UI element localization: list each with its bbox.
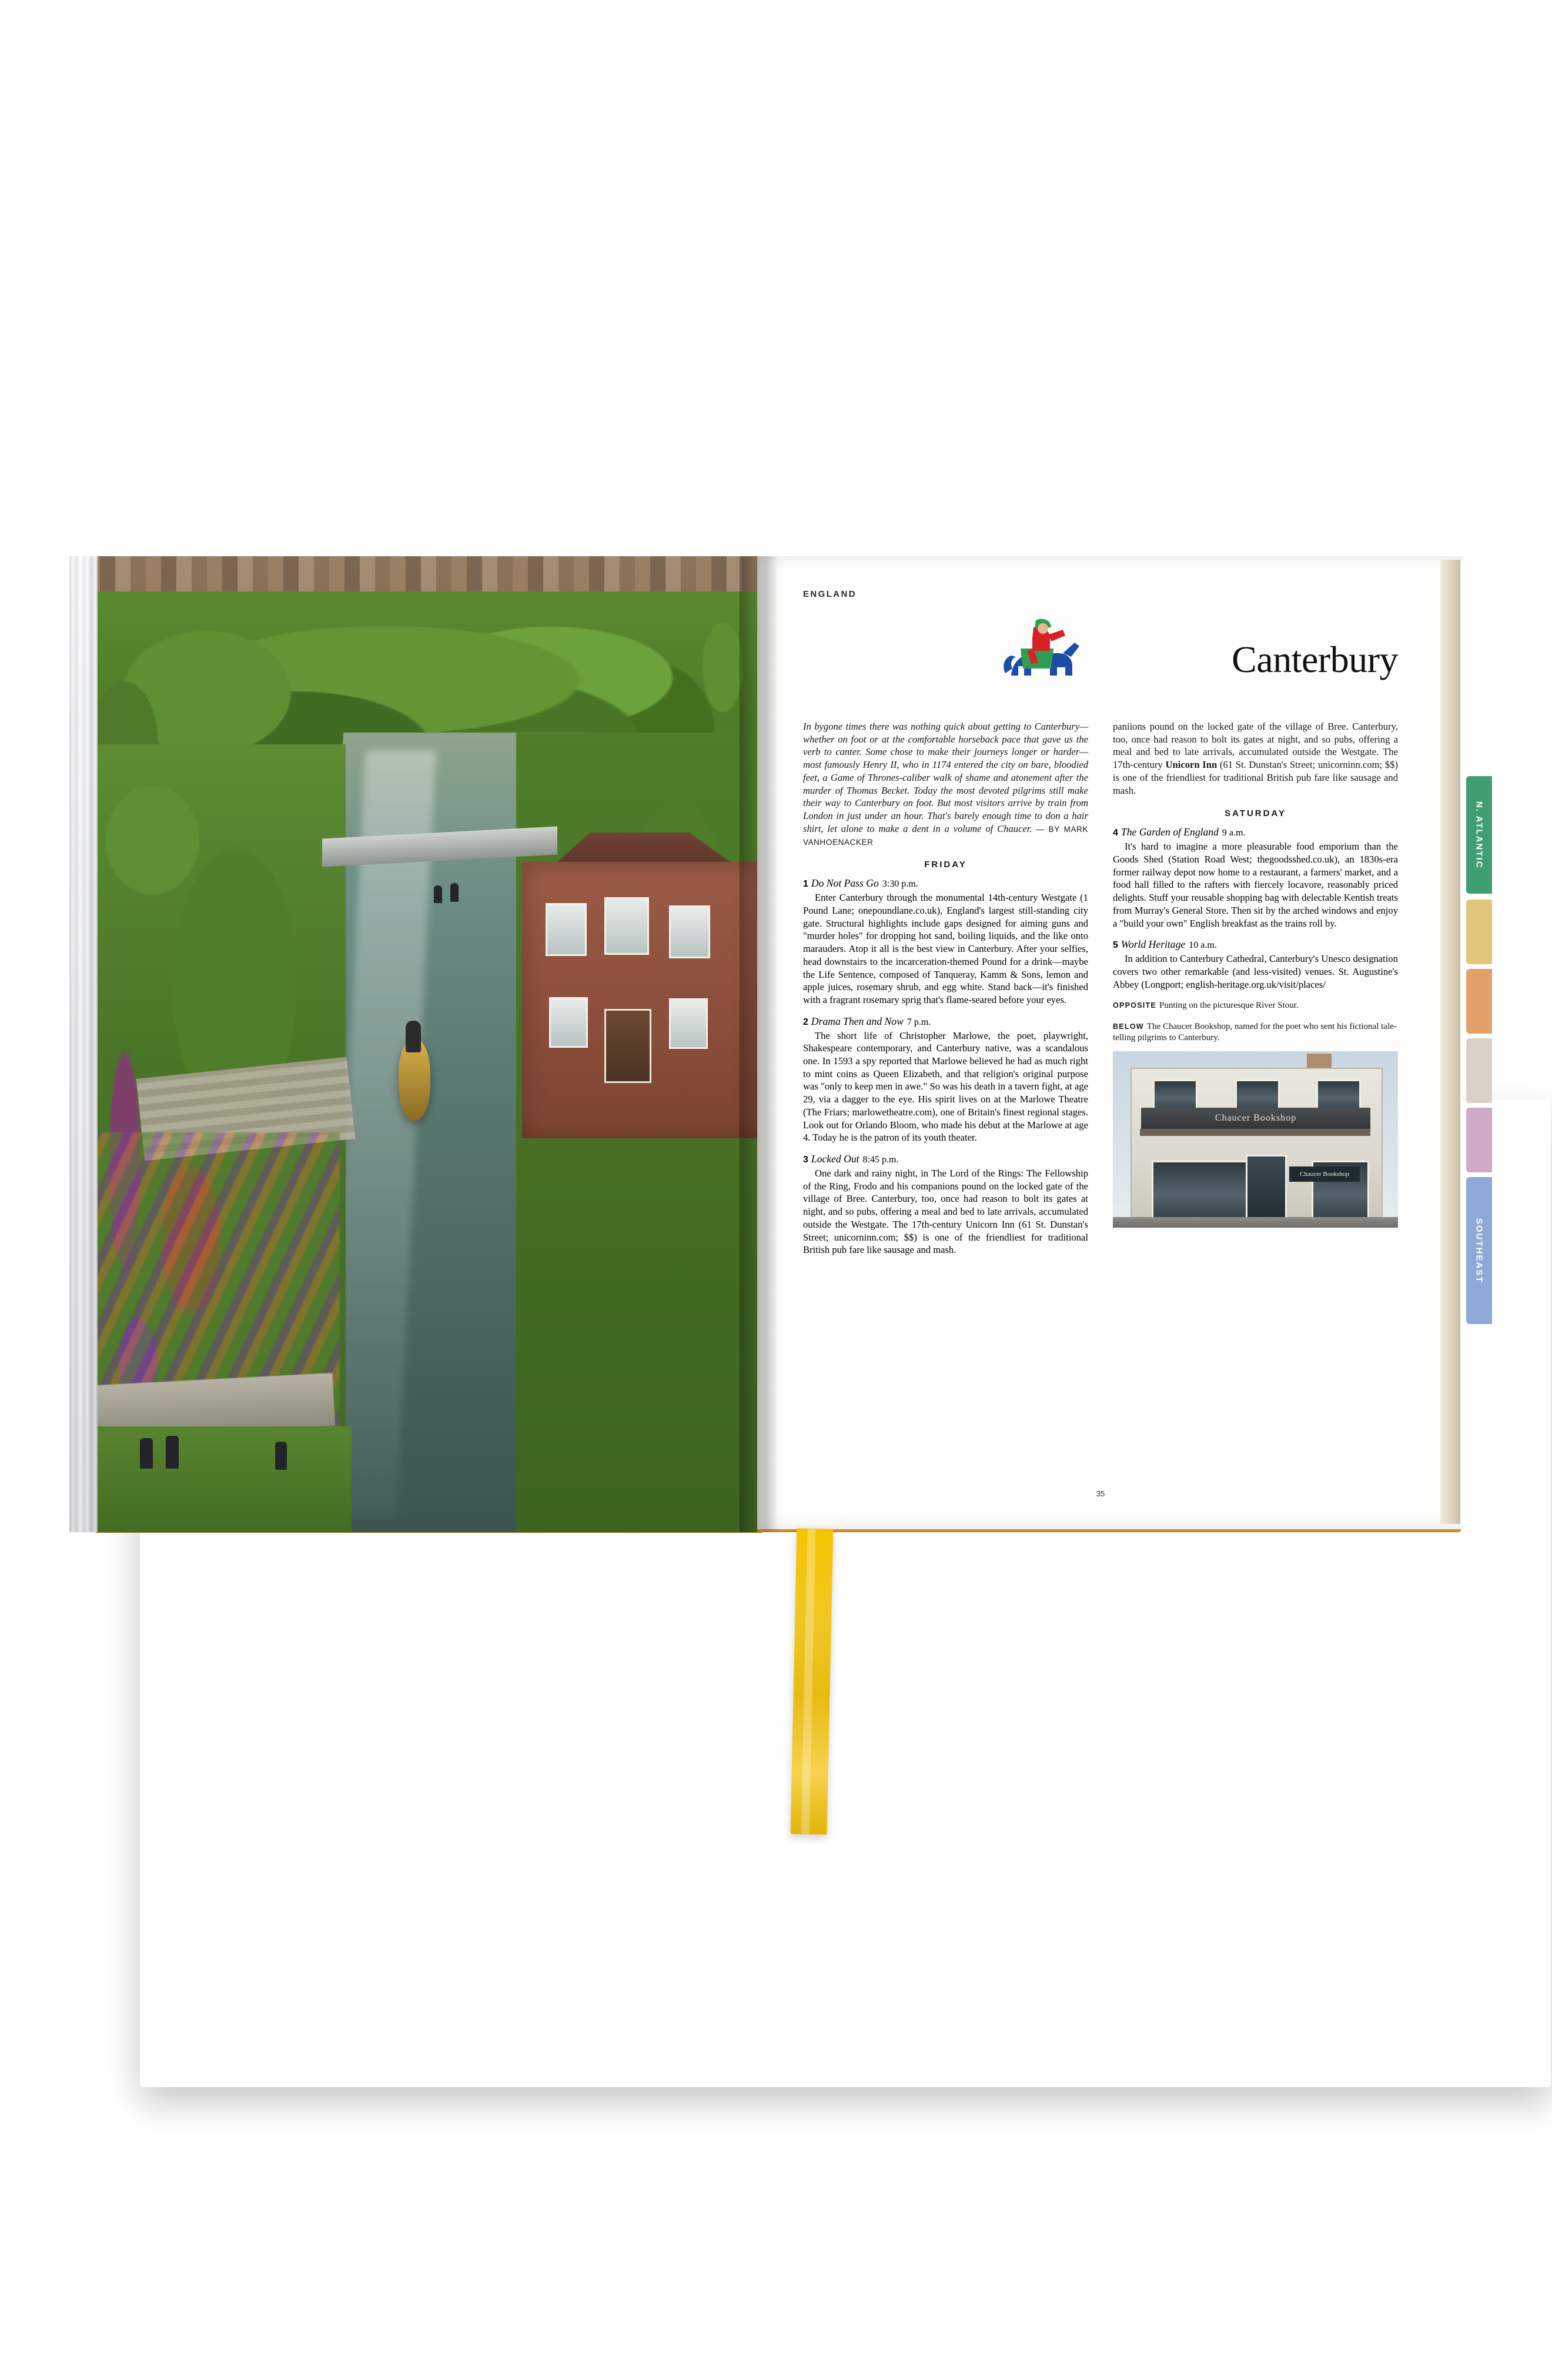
article-title-row [803,612,1398,700]
photo-house-window [604,897,649,955]
article-byline: — BY MARK VANHOENACKER [803,824,1088,847]
caption-text: Punting on the picturesque River Stour. [1159,1001,1299,1011]
entry-time: 9 a.m. [1222,828,1246,838]
entry-head [1113,938,1398,952]
entry-head [803,1015,1088,1029]
entry-time: 10 a.m. [1189,940,1217,951]
article-dek-text: In bygone times there was nothing quick about getting to Canterbury—whether on foot or at the comfortable horseback pace that gave us the verb to canter. Some chose to make their journeys longer or harder—most famously Henry II, who in 1174 entered the city on bare, bloodied feet, a Game of Thrones-caliber walk of shame and atonement after the murder of Thomas Becket. Today the most devoted pilgrims still make their way to Canterbury on foot. But most visitors arrive by train from London in just under an hour. That's barely enough time to don a hair shirt, let alone to make a dent in a volume of Chaucer. [803,721,1088,834]
page-number: 35 [1096,1489,1105,1498]
open-book [69,547,1492,1546]
entry-title: Do Not Pass Go [811,877,879,890]
itinerary-entry-5 [1113,938,1398,991]
shop-door [1246,1155,1287,1224]
left-page-photo [69,556,757,1532]
photo-house-window [549,997,588,1048]
photo-house-window [669,998,708,1049]
caption-label: BELOW [1113,1022,1144,1031]
caption-opposite [1113,1000,1398,1012]
photo-person [434,885,442,903]
photo-punter [406,1021,421,1052]
thumb-tab-5[interactable] [1466,1108,1492,1172]
article-columns [803,720,1398,1265]
chaucer-bookshop-photo [1113,1051,1398,1228]
entry-body: One dark and rainy night, in The Lord of the Rings: The Fellowship of the Ring, Frodo and his companions pound on the locked gate of the village of Bree. Canterbury, too, once had reason to bolt its gates at night, and so pubs, offering a meal and bed to late arrivals, accumulated outside the Westgate. The 17th-century Unicorn Inn (61 St. Dunstan's Street; unicorninn.com; $$) is one of the friendliest for traditional British pub fare like sausage and mash. [803,1167,1088,1256]
photo-person [275,1442,287,1470]
section-kicker: ENGLAND [803,589,857,599]
photo-person [140,1438,153,1469]
entry-title: Locked Out [811,1153,859,1165]
photo-house-door [604,1009,651,1083]
thumb-tab-4[interactable] [1466,1038,1492,1103]
shop-hanging-sign: Chaucer Bookshop [1289,1166,1360,1182]
thumb-tab-label: N. ATLANTIC [1474,801,1484,869]
shop-awning [1140,1129,1370,1136]
itinerary-entry-2 [803,1015,1088,1144]
itinerary-entry-4 [1113,825,1398,930]
caption-label: OPPOSITE [1113,1001,1156,1010]
entry-body: In addition to Canterbury Cathedral, Canterbury's Unesco designation covers two other remarkable (and less-visited) venues. St. Augustine's Abbey (Longport; english-heritage.org.uk/visit/places/ [1113,953,1398,990]
entry-head [1113,825,1398,840]
itinerary-entry-1 [803,877,1088,1006]
entry-time: 3:30 p.m. [882,879,918,890]
entry-number: 4 [1113,828,1118,838]
entry-number: 5 [1113,940,1118,951]
page-title: Canterbury [1232,639,1398,680]
shop-pavement [1113,1217,1398,1228]
entry-3-continued-text: paniions pound on the locked gate of the village of Bree. Canterbury, too, once had reason to bolt its gates at night, and so pubs, offering a meal and bed to late arrivals, accumulated outside the Westgate. The 17th-century Unicorn Inn (61 St. Dunstan's Street; unicorninn.com; $$) is one of the friendliest for traditional British pub fare like sausage and mash. [1113,721,1398,796]
right-page-edge-stack [1440,560,1460,1524]
entry-title: Drama Then and Now [811,1015,904,1027]
thumb-tab-3[interactable] [1466,969,1492,1034]
entry-title: The Garden of England [1120,826,1219,838]
thumb-tab-southeast[interactable] [1466,1177,1492,1324]
article-dek [803,720,1088,848]
article-column-left [803,720,1088,1265]
photo-lawn [69,1426,352,1532]
river-stour-photo [69,556,757,1532]
entry-head [803,877,1088,891]
entry-time: 7 p.m. [907,1017,931,1027]
thumb-tab-2[interactable] [1466,900,1492,964]
entry-body: It's hard to imagine a more pleasurable food emporium than the Goods Shed (Station Road West; thegoodsshed.co.uk), an 1830s-era former railway depot now home to a restaurant, a farmers' market, and a food hall filled to the rafters with fiercely locavore, reasonably priced delights. Stuff your reusable shopping bag with delectable Kentish treats from Murray's General Store. Then sit by the arched windows and enjoy a "build your own" English breakfast as the trains roll by. [1113,841,1398,929]
entry-number: 3 [803,1155,808,1165]
entry-body: Enter Canterbury through the monumental 14th-century Westgate (1 Pound Lane; onepoundlane.co.uk), England's largest still-standing city gate. Structural highlights include gaps designed for aiming guns and "murder holes" for dropping hot sand, boiling liquids, and the like onto marauders. Atop it all is the best view in Canterbury. After your selfies, head downstairs to the incarceration-themed Pound for a drink—maybe the Life Sentence, composed of Tanqueray, Kamm & Sons, lemon and apple juices, rosemary shrub, and egg white. Stand back—it's finished with a fragrant rosemary sprig that's flame-seared before your eyes. [803,892,1088,1006]
day-heading-saturday: SATURDAY [1225,808,1286,819]
thumb-tab-label: SOUTHEAST [1474,1218,1484,1283]
entry-3-continuation [1113,720,1398,797]
entry-title: World Heritage [1120,938,1186,951]
photo-house-window [669,905,710,958]
entry-number: 2 [803,1017,808,1027]
photo-brick-house [522,862,757,1138]
caption-text: The Chaucer Bookshop, named for the poet who sent his fictional tale-telling pilgrims to Canterbury. [1113,1021,1397,1043]
entry-number: 1 [803,879,808,890]
caption-below [1113,1021,1398,1044]
entry-head [803,1152,1088,1166]
day-heading-friday: FRIDAY [924,860,967,870]
knight-on-horseback-crest-icon [997,612,1085,700]
bookmark-ribbon[interactable] [791,1528,834,1834]
thumb-tab-n-atlantic[interactable] [1466,776,1492,894]
photo-person [450,883,459,902]
article-column-right [1113,720,1398,1265]
entry-body: The short life of Christopher Marlowe, the poet, playwright, Shakespeare contemporary, and Canterbury native, was a scandalous one. In 1593 a spy reported that Marlowe believed he had as much right to mint coins as Queen Elizabeth, and that religion's original purpose was "only to keep men in awe." So was his death in a tavern fight, at age 29, via a dagger to the eye. His spirit lives on at the Marlowe Theatre (The Friars; marlowetheatre.com), one of Britain's finest regional stages. Look out for Orlando Bloom, who made his debut at the Marlowe at age 4. Today he is the patron of its youth theater. [803,1029,1088,1144]
photo-person [166,1436,179,1469]
itinerary-entry-3 [803,1152,1088,1256]
shop-fascia-sign: Chaucer Bookshop [1141,1108,1370,1129]
photo-house-window [546,903,587,956]
right-page-article [757,556,1463,1529]
entry-time: 8:45 p.m. [862,1155,899,1165]
